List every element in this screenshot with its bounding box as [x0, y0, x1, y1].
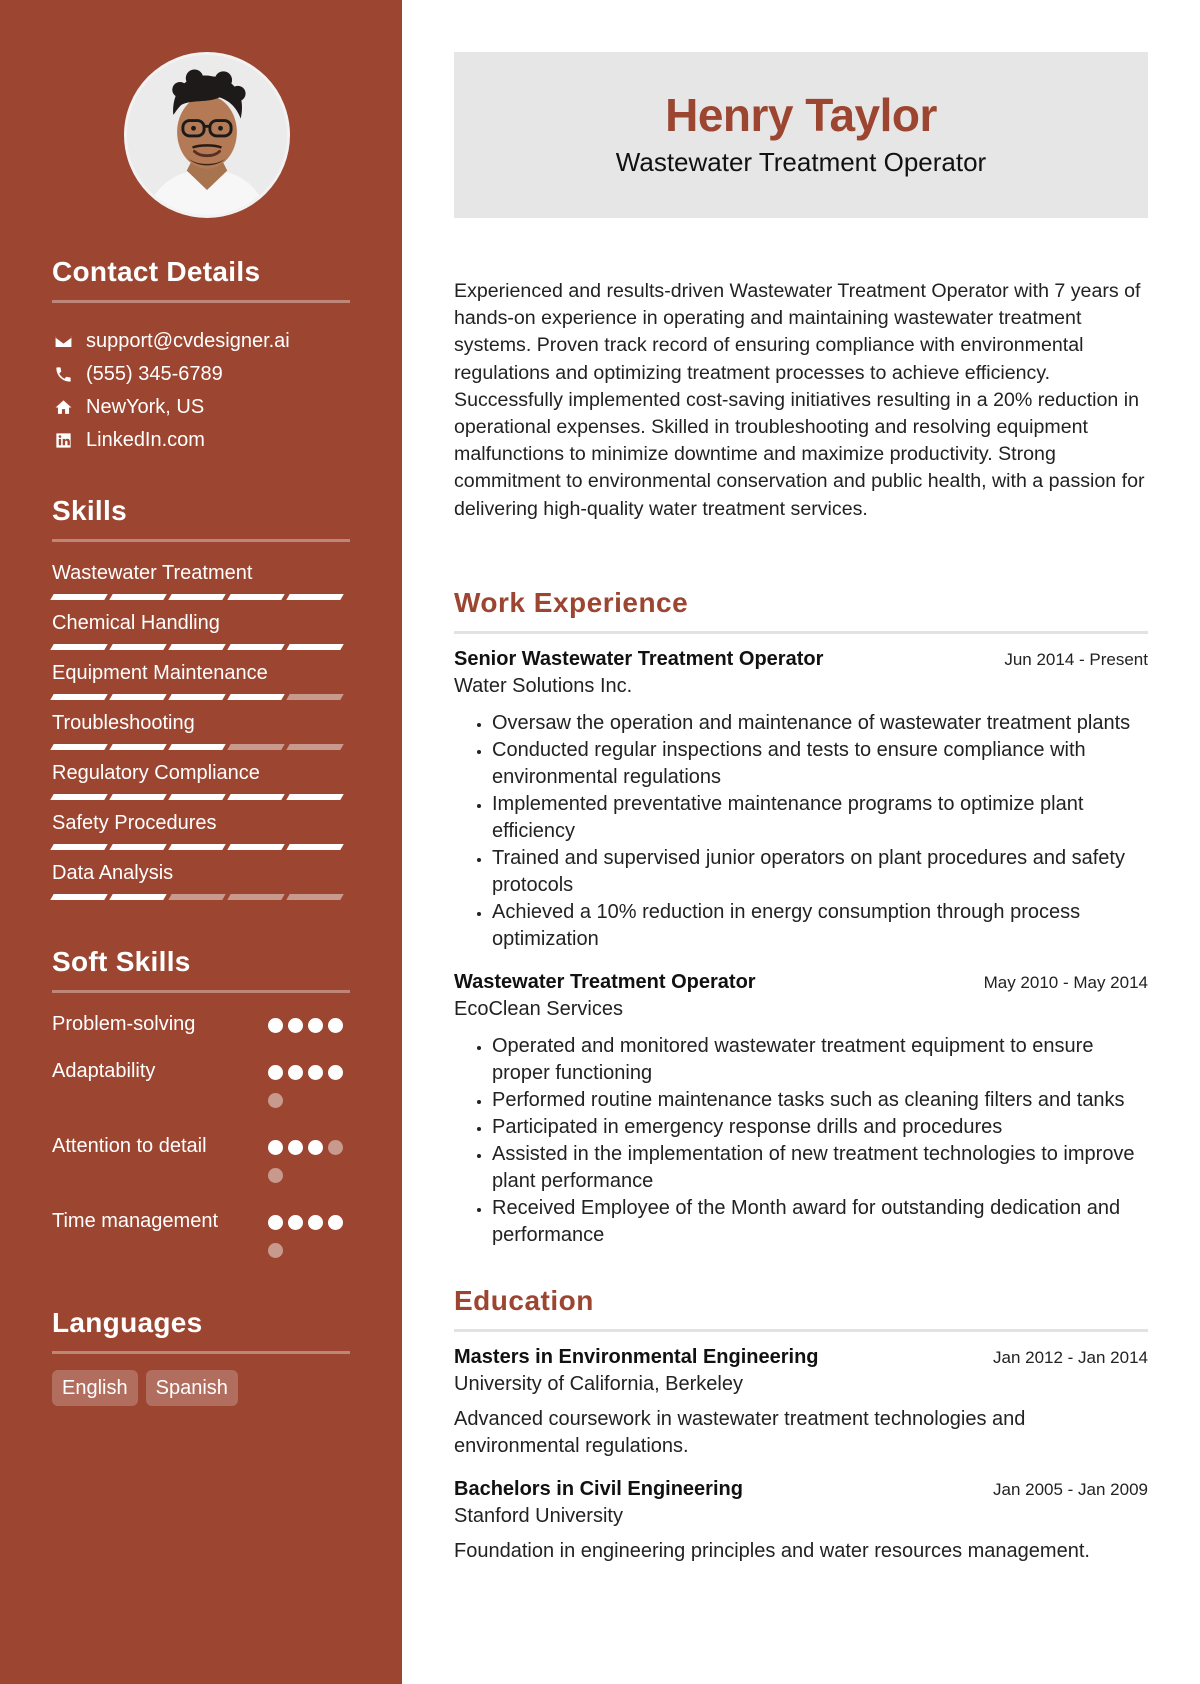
skill-level-segment — [109, 694, 166, 700]
skill-level-segment — [168, 694, 225, 700]
rating-dot — [308, 1215, 323, 1230]
skill-name: Equipment Maintenance — [52, 662, 268, 684]
skill-level-segment — [109, 794, 166, 800]
education-entry — [454, 1346, 1148, 1460]
job-company: Water Solutions Inc. — [454, 674, 633, 697]
skill-level-segment — [168, 644, 225, 650]
rating-dot — [288, 1215, 303, 1230]
soft-skill-rating — [268, 1058, 350, 1121]
sidebar — [0, 0, 402, 1684]
skill-level-bar — [52, 794, 350, 800]
linkedin-icon — [52, 430, 74, 452]
skill-level-segment — [286, 844, 343, 850]
language-badge-english: English — [52, 1370, 138, 1406]
contact-linkedin[interactable] — [52, 424, 350, 457]
rating-dot — [268, 1018, 283, 1033]
languages-heading: Languages — [52, 1307, 350, 1354]
soft-skill-item — [52, 1133, 350, 1196]
education-section — [454, 1285, 1148, 1565]
degree-title: Masters in Environmental Engineering — [454, 1345, 819, 1368]
contact-phone[interactable] — [52, 358, 350, 391]
job-bullet: • Received Employee of the Month award for outstanding dedication and performance — [492, 1195, 1148, 1249]
skill-name: Safety Procedures — [52, 812, 217, 834]
skill-item — [52, 760, 350, 810]
soft-skill-rating — [268, 1208, 350, 1271]
language-list — [52, 1370, 350, 1406]
phone-icon — [52, 364, 74, 386]
job-bullet: • Assisted in the implementation of new treatment technologies to improve plant performance — [492, 1141, 1148, 1195]
main-content — [454, 52, 1148, 1565]
education-heading: Education — [454, 1285, 1148, 1332]
skill-list — [52, 560, 350, 910]
soft-skill-name: Time management — [52, 1210, 218, 1232]
skill-level-bar — [52, 594, 350, 600]
skill-name: Data Analysis — [52, 862, 174, 884]
job-bullets — [454, 710, 1148, 953]
skill-level-segment — [109, 644, 166, 650]
job-entry — [454, 971, 1148, 1249]
job-date: May 2010 - May 2014 — [983, 972, 1148, 992]
skill-level-segment — [50, 644, 107, 650]
skill-level-segment — [286, 694, 343, 700]
rating-dot — [328, 1065, 343, 1080]
skills-heading: Skills — [52, 495, 350, 542]
job-entry — [454, 648, 1148, 953]
rating-dot — [288, 1140, 303, 1155]
skill-level-bar — [52, 894, 350, 900]
skill-item — [52, 810, 350, 860]
skill-level-segment — [286, 744, 343, 750]
skill-level-segment — [227, 744, 284, 750]
skill-level-segment — [286, 794, 343, 800]
skill-level-segment — [50, 744, 107, 750]
rating-dot — [268, 1243, 283, 1258]
rating-dot — [268, 1140, 283, 1155]
skill-name: Wastewater Treatment — [52, 562, 253, 584]
job-bullet: • Implemented preventative maintenance programs to optimize plant efficiency — [492, 791, 1148, 845]
profile-photo — [127, 55, 287, 215]
rating-dot — [328, 1215, 343, 1230]
skill-level-segment — [109, 744, 166, 750]
work-experience-section — [454, 587, 1148, 1249]
skill-name: Troubleshooting — [52, 712, 195, 734]
job-bullet: • Oversaw the operation and maintenance of wastewater treatment plants — [492, 710, 1148, 737]
skill-level-segment — [50, 794, 107, 800]
contact-list — [52, 325, 350, 457]
job-bullet: • Trained and supervised junior operators on plant procedures and safety protocols — [492, 845, 1148, 899]
skill-name: Chemical Handling — [52, 612, 220, 634]
skill-level-segment — [50, 844, 107, 850]
contact-email-text[interactable]: support@cvdesigner.ai — [86, 330, 290, 352]
degree-description: Advanced coursework in wastewater treatment technologies and environmental regulations. — [454, 1407, 1026, 1457]
rating-dot — [288, 1065, 303, 1080]
contact-location — [52, 391, 350, 424]
degree-date: Jan 2005 - Jan 2009 — [992, 1479, 1148, 1499]
home-icon — [52, 397, 74, 419]
skill-level-segment — [109, 594, 166, 600]
rating-dot — [308, 1065, 323, 1080]
skill-level-bar — [52, 694, 350, 700]
job-title: Wastewater Treatment Operator — [454, 970, 756, 993]
skill-level-segment — [168, 744, 225, 750]
job-bullet: • Participated in emergency response drills and procedures — [492, 1114, 1148, 1141]
soft-skill-rating — [268, 1133, 350, 1196]
rating-dot — [328, 1018, 343, 1033]
school-name: University of California, Berkeley — [454, 1372, 743, 1395]
soft-skill-list — [52, 1011, 350, 1271]
skill-level-segment — [50, 694, 107, 700]
skill-item — [52, 660, 350, 710]
soft-skills-section — [52, 946, 350, 1271]
skill-level-segment — [227, 894, 284, 900]
skill-level-segment — [168, 894, 225, 900]
candidate-role: Wastewater Treatment Operator — [615, 146, 987, 177]
rating-dot — [328, 1140, 343, 1155]
soft-skill-item — [52, 1011, 350, 1046]
skill-level-segment — [227, 694, 284, 700]
candidate-name: Henry Taylor — [665, 89, 937, 141]
skill-item — [52, 560, 350, 610]
skill-level-segment — [168, 794, 225, 800]
degree-date: Jan 2012 - Jan 2014 — [992, 1347, 1148, 1367]
rating-dot — [268, 1065, 283, 1080]
skill-level-segment — [109, 894, 166, 900]
education-entry — [454, 1478, 1148, 1565]
job-bullet: • Conducted regular inspections and tests to ensure compliance with environmental regulations — [492, 737, 1148, 791]
skill-level-segment — [286, 594, 343, 600]
soft-skill-name: Problem-solving — [52, 1013, 196, 1035]
skill-level-segment — [109, 844, 166, 850]
degree-description: Foundation in engineering principles and water resources management. — [454, 1539, 1090, 1562]
envelope-icon — [52, 331, 74, 353]
rating-dot — [308, 1140, 323, 1155]
soft-skill-item — [52, 1058, 350, 1121]
skill-level-bar — [52, 744, 350, 750]
contact-location-text: NewYork, US — [86, 396, 205, 418]
job-bullet: • Achieved a 10% reduction in energy consumption through process optimization — [492, 899, 1148, 953]
job-bullets — [454, 1033, 1148, 1249]
skill-level-segment — [286, 644, 343, 650]
contact-linkedin-text[interactable]: LinkedIn.com — [86, 429, 205, 451]
soft-skill-rating — [268, 1011, 350, 1046]
skill-level-segment — [168, 844, 225, 850]
skill-level-bar — [52, 844, 350, 850]
skill-level-segment — [50, 894, 107, 900]
summary-paragraph: Experienced and results-driven Wastewater Treatment Operator with 7 years of hands-on experience in operating and maintaining wastewater treatment systems. Proven track record of ensuring compliance with environmental regulations and optimizing treatment processes to achieve efficiency. Successfully implemented cost-saving initiatives resulting in a 20% reduction in operational expenses. Skilled in troubleshooting and resolving equipment malfunctions to minimize downtime and maximize productivity. Strong commitment to environmental conservation and public health, with a passion for delivering high-quality water treatment services. — [454, 280, 1145, 520]
soft-skill-name: Adaptability — [52, 1060, 156, 1082]
rating-dot — [268, 1215, 283, 1230]
job-bullet: • Performed routine maintenance tasks such as cleaning filters and tanks — [492, 1087, 1148, 1114]
rating-dot — [308, 1018, 323, 1033]
skill-level-segment — [50, 594, 107, 600]
skill-level-segment — [227, 794, 284, 800]
degree-title: Bachelors in Civil Engineering — [454, 1477, 743, 1500]
job-company: EcoClean Services — [454, 997, 623, 1020]
skills-section — [52, 495, 350, 910]
rating-dot — [288, 1018, 303, 1033]
work-experience-heading: Work Experience — [454, 587, 1148, 634]
job-date: Jun 2014 - Present — [1004, 649, 1148, 669]
soft-skill-name: Attention to detail — [52, 1135, 207, 1157]
school-name: Stanford University — [454, 1504, 623, 1527]
soft-skills-heading: Soft Skills — [52, 946, 350, 993]
contact-phone-text[interactable]: (555) 345-6789 — [86, 363, 223, 385]
job-title: Senior Wastewater Treatment Operator — [454, 647, 824, 670]
skill-level-segment — [168, 594, 225, 600]
skill-level-segment — [227, 844, 284, 850]
rating-dot — [268, 1093, 283, 1108]
language-badge-spanish: Spanish — [146, 1370, 238, 1406]
soft-skill-item — [52, 1208, 350, 1271]
contact-section — [52, 256, 350, 457]
skill-level-segment — [227, 644, 284, 650]
skill-level-segment — [227, 594, 284, 600]
skill-level-segment — [286, 894, 343, 900]
skill-item — [52, 710, 350, 760]
rating-dot — [268, 1168, 283, 1183]
skill-item — [52, 610, 350, 660]
skill-item — [52, 860, 350, 910]
job-bullet: • Operated and monitored wastewater treatment equipment to ensure proper functioning — [492, 1033, 1148, 1087]
contact-heading: Contact Details — [52, 256, 350, 303]
skill-name: Regulatory Compliance — [52, 762, 260, 784]
skill-level-bar — [52, 644, 350, 650]
contact-email[interactable] — [52, 325, 350, 358]
header-box — [454, 52, 1148, 218]
languages-section — [52, 1307, 350, 1406]
avatar — [124, 52, 290, 218]
